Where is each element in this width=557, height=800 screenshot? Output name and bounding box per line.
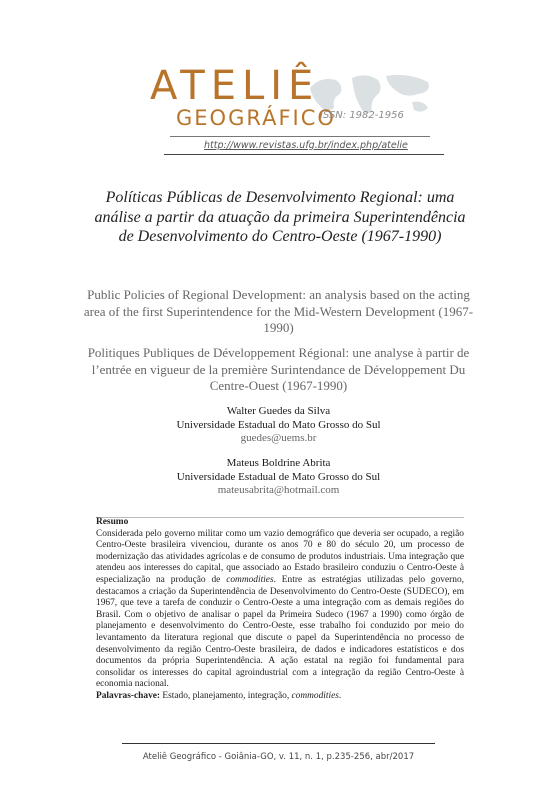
abstract-section <box>96 517 464 703</box>
footer-divider <box>122 743 435 744</box>
abstract-heading: Resumo <box>96 517 129 527</box>
article-title: Políticas Públicas de Desenvolvimento Regional: uma análise a partir da atuação da primeira Superintendência de Desenvolvimento do Centro-Oeste (1967-1990) <box>94 189 466 245</box>
logo-divider <box>170 136 430 137</box>
author-name: Mateus Boldrine Abrita <box>226 457 331 469</box>
author-affiliation: Universidade Estadual de Mato Grosso do Sul <box>176 470 381 483</box>
issn-label: ISSN: 1982-1956 <box>320 110 404 121</box>
author-email[interactable]: guedes@uems.br <box>240 432 317 444</box>
footer-citation: Ateliê Geográfico - Goiânia-GO, v. 11, n. 1, p.235-256, abr/2017 <box>142 752 415 762</box>
logo-title-line1: ATELIÊ <box>150 63 320 109</box>
article-title-english: Public Policies of Regional Development: an analysis based on the acting area of the first Superintendence for the Mid-Western Development (1967-1990) <box>83 287 474 335</box>
author-name: Walter Guedes da Silva <box>226 405 331 417</box>
keywords-label: Palavras-chave: <box>96 690 161 701</box>
article-title-french: Politiques Publiques de Développement Régional: une analyse à partir de l’entrée en vigueur de la première Surintendance de Développement Du Centre-Ouest (1967-1990) <box>87 345 470 393</box>
author-affiliation: Universidade Estadual do Mato Grosso do Sul <box>176 418 381 431</box>
journal-logo <box>150 63 450 158</box>
logo-title-line2: GEOGRÁFICO <box>176 106 336 130</box>
url-divider <box>164 154 444 155</box>
author-block <box>100 405 457 446</box>
author-block <box>100 457 457 498</box>
author-email[interactable]: mateusabrita@hotmail.com <box>217 484 340 496</box>
abstract-body: Considerada pelo governo militar como um vazio demográfico que deveria ser ocupado, a região Centro-Oeste brasileira vivenciou, durante os anos 70 e 80 do século 20, um processo de modernização das atividades agrícolas e de consumo de produtos industriais. Uma integração que atendeu aos interesses do capital, que associado ao Estado brasileiro conduziu o Centro-Oeste à especialização na produção de commodities. Entre as estratégias utilizadas pelo governo, destacamos a criação da Superintendência de Desenvolvimento do Centro-Oeste (SUDECO), em 1967, que teve a tarefa de conduzir o Centro-Oeste a uma integração com as demais regiões do Brasil. Com o objetivo de analisar o papel da Primeira Sudeco (1967 a 1990) como órgão de planejamento e desenvolvimento do Centro-Oeste, esse trabalho foi conduzido por meio do levantamento da literatura regional que discute o papel da Superintendência no processo de desenvolvimento da região Centro-Oeste brasileira, de dados e indicadores estatísticos e dos documentos da própria Superintendência. A ação estatal na região foi fundamental para consolidar os interesses do capital agroindustrial com a integração da região Centro-Oeste à economia nacional. <box>96 528 464 690</box>
keywords: Palavras-chave: Estado, planejamento, integração, commodities. <box>96 690 342 701</box>
journal-url-link[interactable]: http://www.revistas.ufg.br/index.php/atelie <box>204 140 408 151</box>
